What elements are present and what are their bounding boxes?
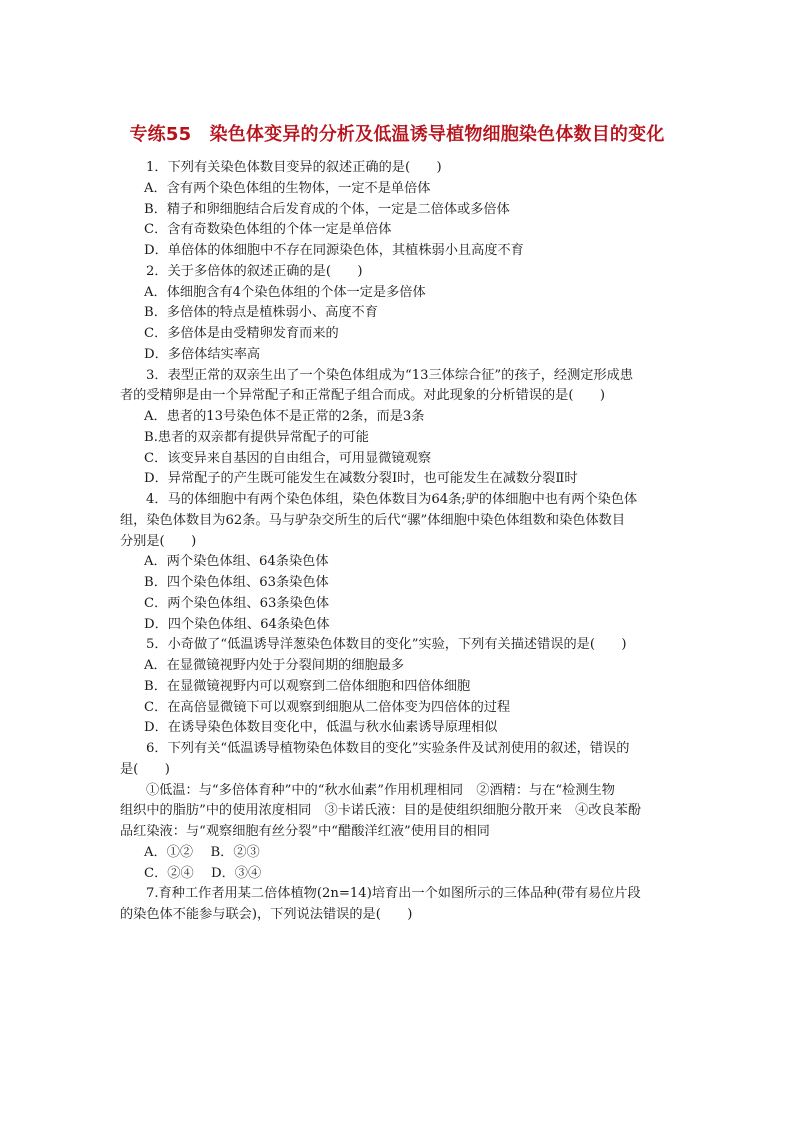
question-list bbox=[120, 158, 680, 926]
question-line: 分别是( ) bbox=[120, 533, 197, 549]
question-line: 2．关于多倍体的叙述正确的是( ) bbox=[146, 263, 363, 279]
option-line: D．多倍体结实率高 bbox=[144, 346, 261, 362]
question-line: 7.育种工作者用某二倍体植物(2n=14)培育出一个如图所示的三体品种(带有易位片段 bbox=[146, 886, 641, 902]
option-line: C．两个染色体组、63条染色体 bbox=[144, 595, 330, 611]
question-line: 组，染色体数目为62条。马与驴杂交所生的后代“骡”体细胞中染色体组数和染色体数目 bbox=[120, 512, 626, 528]
option-line: D．在诱导染色体数目变化中，低温与秋水仙素诱导原理相似 bbox=[144, 720, 498, 736]
option-line: D．四个染色体组、64条染色体 bbox=[144, 616, 330, 632]
option-line: A．体细胞含有4个染色体组的个体一定是多倍体 bbox=[144, 284, 426, 300]
option-line: B．四个染色体组、63条染色体 bbox=[144, 575, 329, 590]
option-line: C．在高倍显微镜下可以观察到细胞从二倍体变为四倍体的过程 bbox=[144, 699, 511, 715]
option-line: A．①② B．②③ bbox=[144, 844, 260, 860]
option-line: C．含有奇数染色体组的个体一定是单倍体 bbox=[144, 222, 392, 238]
option-line: D．单倍体的体细胞中不存在同源染色体，其植株弱小且高度不育 bbox=[144, 243, 524, 258]
option-line: D．异常配子的产生既可能发生在减数分裂Ⅰ时，也可能发生在减数分裂Ⅱ时 bbox=[144, 471, 578, 487]
option-line: B．精子和卵细胞结合后发育成的个体，一定是二倍体或多倍体 bbox=[144, 201, 510, 217]
question-line: 4．马的体细胞中有两个染色体组，染色体数目为64条;驴的体细胞中也有两个染色体 bbox=[146, 492, 638, 507]
question-line: ①低温：与“多倍体育种”中的“秋水仙素”作用机理相同 ②酒精：与在“检测生物 bbox=[146, 782, 615, 798]
question-line: 者的受精卵是由一个异常配子和正常配子组合而成。对此现象的分析错误的是( ) bbox=[120, 388, 606, 404]
question-line: 3．表型正常的双亲生出了一个染色体组成为“13三体综合征”的孩子，经测定形成患 bbox=[146, 367, 634, 383]
question-line: 品红染液：与“观察细胞有丝分裂”中“醋酸洋红液”使用目的相同 bbox=[120, 824, 490, 839]
option-line: B．在显微镜视野内可以观察到二倍体细胞和四倍体细胞 bbox=[144, 678, 471, 694]
option-line: A．在显微镜视野内处于分裂间期的细胞最多 bbox=[144, 658, 405, 673]
option-line: B.患者的双亲都有提供异常配子的可能 bbox=[144, 429, 369, 445]
page-title: 专练55 染色体变异的分析及低温诱导植物细胞染色体数目的变化 bbox=[129, 124, 665, 145]
question-line: 1．下列有关染色体数目变异的叙述正确的是( ) bbox=[146, 160, 442, 175]
question-line: 6．下列有关“低温诱导植物染色体数目的变化”实验条件及试剂使用的叙述，错误的 bbox=[146, 741, 630, 756]
question-line: 的染色体不能参与联会)，下列说法错误的是( ) bbox=[120, 907, 413, 922]
question-line: 是( ) bbox=[120, 761, 170, 777]
option-line: A．患者的13号染色体不是正常的2条，而是3条 bbox=[144, 409, 425, 424]
option-line: B．多倍体的特点是植株弱小、高度不育 bbox=[144, 305, 378, 321]
question-line: 组织中的脂肪”中的使用浓度相同 ③卡诺氏液：目的是使组织细胞分散开来 ④改良苯酚 bbox=[120, 803, 642, 819]
option-line: C．多倍体是由受精卵发育而来的 bbox=[144, 326, 339, 341]
option-line: C．该变异来自基因的自由组合，可用显微镜观察 bbox=[144, 450, 432, 466]
option-line: A．含有两个染色体组的生物体，一定不是单倍体 bbox=[144, 180, 431, 196]
option-line: C．②④ D．③④ bbox=[144, 865, 262, 881]
option-line: A．两个染色体组、64条染色体 bbox=[144, 554, 329, 570]
question-line: 5．小奇做了“低温诱导洋葱染色体数目的变化”实验，下列有关描述错误的是( ) bbox=[146, 637, 627, 653]
